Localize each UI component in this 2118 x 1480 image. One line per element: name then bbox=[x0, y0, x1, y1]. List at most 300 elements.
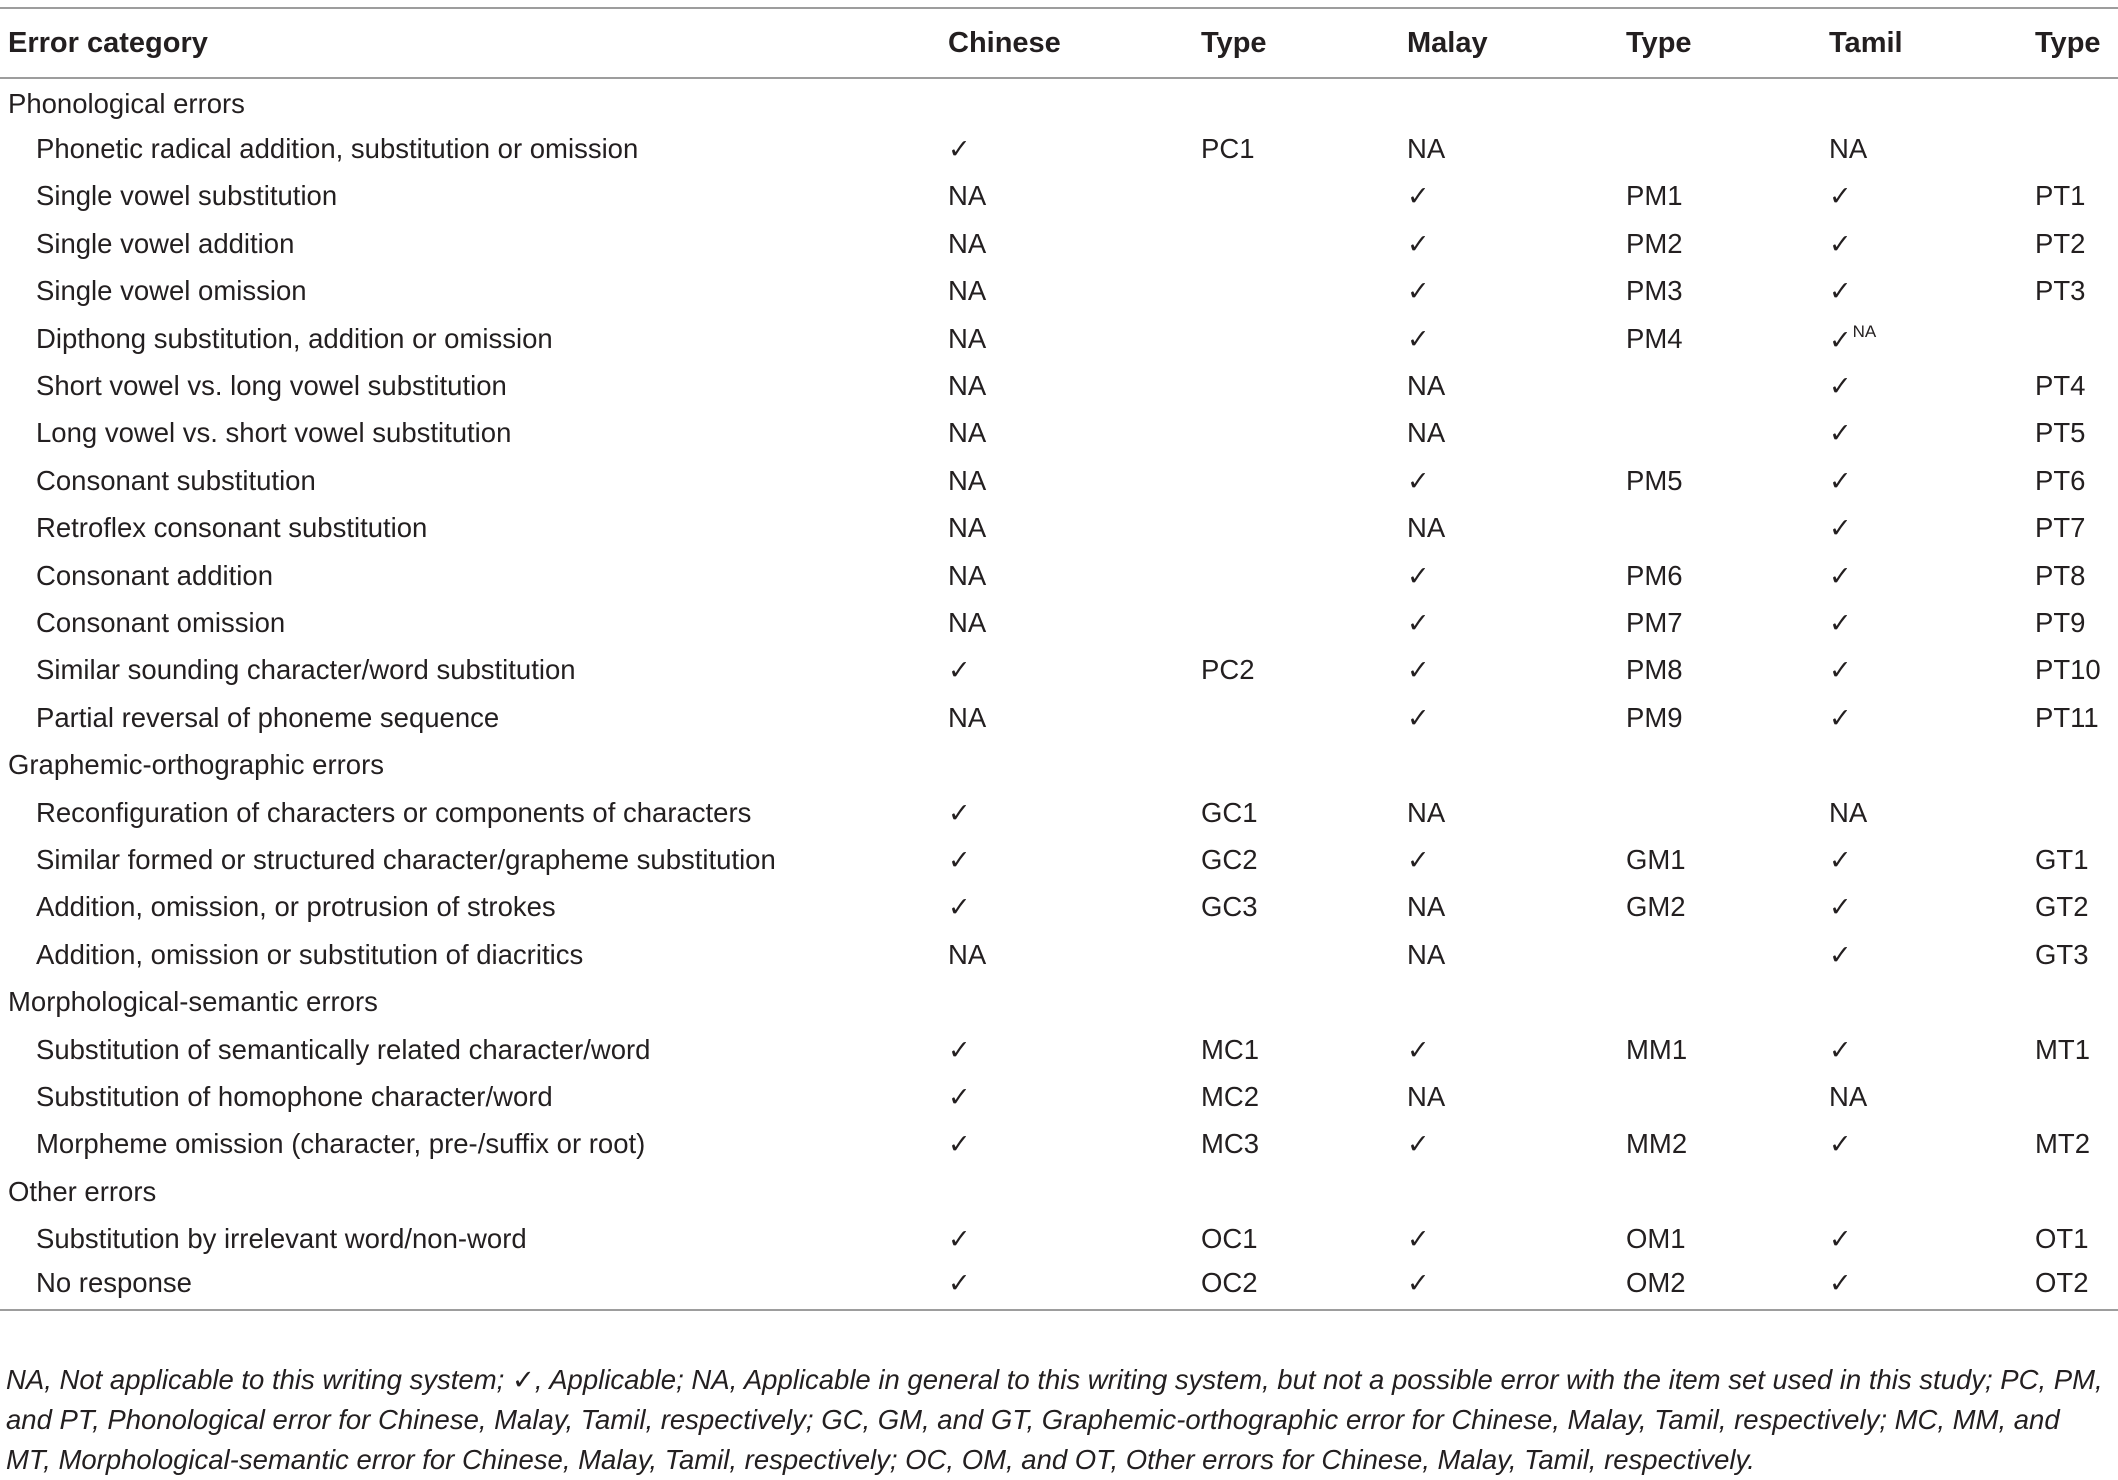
cell-text: GC3 bbox=[1201, 891, 1258, 923]
cell-text: NA bbox=[1407, 417, 1446, 449]
cell-type-malay bbox=[1618, 741, 1821, 788]
cell-text: ✓ bbox=[1829, 702, 1852, 734]
cell-text: Other errors bbox=[8, 1175, 157, 1207]
cell-text: NA bbox=[1407, 370, 1446, 402]
cell-text: ✓ bbox=[1829, 844, 1852, 876]
cell-text: MC1 bbox=[1201, 1033, 1260, 1065]
table-row bbox=[0, 599, 2118, 646]
cell-text: ✓ bbox=[948, 797, 971, 829]
cell-chinese bbox=[940, 1263, 1193, 1310]
error-category-table bbox=[0, 7, 2118, 1311]
cell-text: MM1 bbox=[1626, 1033, 1688, 1065]
cell-type-malay bbox=[1618, 789, 1821, 836]
cell-text: ✓ bbox=[1407, 1034, 1430, 1066]
cell-malay bbox=[1399, 505, 1618, 552]
cell-cat bbox=[0, 1215, 940, 1262]
table-row bbox=[0, 1215, 2118, 1262]
table-row bbox=[0, 362, 2118, 409]
cell-text: Similar sounding character/word substitution bbox=[36, 654, 576, 686]
cell-text: ✓ bbox=[1407, 465, 1430, 497]
cell-text: ✓ bbox=[948, 655, 971, 687]
cell-chinese bbox=[940, 931, 1193, 978]
cell-text: PT2 bbox=[2035, 227, 2086, 259]
cell-text: PT8 bbox=[2035, 559, 2086, 591]
cell-type-chinese bbox=[1193, 268, 1399, 315]
cell-tamil bbox=[1821, 1073, 2035, 1120]
header-type-chinese: Type bbox=[1193, 8, 1399, 78]
cell-tamil bbox=[1821, 220, 2035, 267]
cell-type-malay bbox=[1618, 694, 1821, 741]
section-row bbox=[0, 978, 2118, 1025]
cell-type-chinese bbox=[1193, 789, 1399, 836]
table-row bbox=[0, 836, 2118, 883]
cell-malay bbox=[1399, 78, 1618, 125]
cell-type-chinese bbox=[1193, 1168, 1399, 1215]
section-row bbox=[0, 741, 2118, 788]
cell-type-malay bbox=[1618, 931, 1821, 978]
cell-tamil bbox=[1821, 362, 2035, 409]
section-title bbox=[0, 741, 940, 788]
cell-text: ✓ bbox=[1407, 1129, 1430, 1161]
table-row bbox=[0, 647, 2118, 694]
cell-type-chinese bbox=[1193, 410, 1399, 457]
cell-type-chinese bbox=[1193, 315, 1399, 362]
cell-tamil bbox=[1821, 741, 2035, 788]
section-title bbox=[0, 1168, 940, 1215]
cell-chinese bbox=[940, 410, 1193, 457]
cell-cat bbox=[0, 1026, 940, 1073]
cell-text: NA bbox=[1407, 1080, 1446, 1112]
cell-text: ✓ bbox=[1829, 276, 1852, 308]
cell-text: PM9 bbox=[1626, 701, 1683, 733]
cell-tamil bbox=[1821, 125, 2035, 172]
cell-type-tamil bbox=[2035, 694, 2118, 741]
cell-type-tamil bbox=[2035, 362, 2118, 409]
cell-tamil bbox=[1821, 931, 2035, 978]
cell-text: PT6 bbox=[2035, 464, 2086, 496]
table-header bbox=[0, 8, 2118, 78]
cell-text: ✓ bbox=[1829, 1267, 1852, 1299]
cell-text: ✓ bbox=[1407, 702, 1430, 734]
cell-chinese bbox=[940, 505, 1193, 552]
cell-text: PT4 bbox=[2035, 370, 2086, 402]
cell-type-tamil bbox=[2035, 1215, 2118, 1262]
cell-text: ✓ bbox=[948, 1081, 971, 1113]
table-row bbox=[0, 552, 2118, 599]
cell-text: ✓ bbox=[1407, 276, 1430, 308]
cell-cat bbox=[0, 884, 940, 931]
cell-text: NA bbox=[948, 464, 987, 496]
cell-chinese bbox=[940, 647, 1193, 694]
cell-text: NA bbox=[948, 938, 987, 970]
cell-type-malay bbox=[1618, 1263, 1821, 1310]
cell-text: OC1 bbox=[1201, 1223, 1258, 1255]
cell-tamil bbox=[1821, 457, 2035, 504]
cell-text: Consonant omission bbox=[36, 606, 286, 638]
cell-type-tamil bbox=[2035, 78, 2118, 125]
cell-malay bbox=[1399, 552, 1618, 599]
cell-type-malay bbox=[1618, 78, 1821, 125]
cell-malay bbox=[1399, 362, 1618, 409]
cell-chinese bbox=[940, 1215, 1193, 1262]
cell-text: GC2 bbox=[1201, 843, 1258, 875]
cell-chinese bbox=[940, 978, 1193, 1025]
cell-type-chinese bbox=[1193, 1121, 1399, 1168]
cell-type-tamil bbox=[2035, 220, 2118, 267]
cell-text: ✓ bbox=[1829, 228, 1852, 260]
cell-type-chinese bbox=[1193, 884, 1399, 931]
cell-type-chinese bbox=[1193, 978, 1399, 1025]
cell-text: Graphemic-orthographic errors bbox=[8, 749, 384, 781]
cell-text: ✓ bbox=[1829, 560, 1852, 592]
cell-malay bbox=[1399, 1263, 1618, 1310]
cell-cat bbox=[0, 694, 940, 741]
table-row bbox=[0, 1263, 2118, 1310]
cell-text: NA bbox=[1407, 796, 1446, 828]
cell-type-malay bbox=[1618, 173, 1821, 220]
cell-type-malay bbox=[1618, 315, 1821, 362]
cell-tamil bbox=[1821, 884, 2035, 931]
cell-cat bbox=[0, 505, 940, 552]
cell-text: Single vowel omission bbox=[36, 275, 307, 307]
cell-text: ✓ bbox=[1829, 1129, 1852, 1161]
cell-cat bbox=[0, 125, 940, 172]
cell-type-chinese bbox=[1193, 457, 1399, 504]
cell-text: GM1 bbox=[1626, 843, 1686, 875]
cell-malay bbox=[1399, 268, 1618, 315]
cell-type-malay bbox=[1618, 1073, 1821, 1120]
cell-text: PT10 bbox=[2035, 654, 2101, 686]
cell-malay bbox=[1399, 884, 1618, 931]
cell-type-malay bbox=[1618, 647, 1821, 694]
cell-type-tamil bbox=[2035, 173, 2118, 220]
cell-text: PM2 bbox=[1626, 227, 1683, 259]
cell-tamil bbox=[1821, 1121, 2035, 1168]
cell-type-malay bbox=[1618, 884, 1821, 931]
cell-text: PM6 bbox=[1626, 559, 1683, 591]
cell-text: GT3 bbox=[2035, 938, 2089, 970]
cell-text: NA bbox=[1407, 133, 1446, 165]
cell-text: ✓ bbox=[1829, 465, 1852, 497]
cell-text: ✓ bbox=[1407, 607, 1430, 639]
cell-text: Morphological-semantic errors bbox=[8, 986, 378, 1018]
cell-chinese bbox=[940, 268, 1193, 315]
cell-text: Consonant substitution bbox=[36, 464, 316, 496]
cell-tamil bbox=[1821, 1168, 2035, 1215]
cell-cat bbox=[0, 362, 940, 409]
cell-type-tamil bbox=[2035, 741, 2118, 788]
cell-chinese bbox=[940, 220, 1193, 267]
cell-type-malay bbox=[1618, 457, 1821, 504]
cell-text: Substitution of homophone character/word bbox=[36, 1080, 553, 1112]
cell-malay bbox=[1399, 647, 1618, 694]
cell-chinese bbox=[940, 741, 1193, 788]
cell-text: Long vowel vs. short vowel substitution bbox=[36, 417, 512, 449]
header-row bbox=[0, 8, 2118, 78]
cell-text: NA bbox=[1829, 1080, 1868, 1112]
cell-tamil bbox=[1821, 78, 2035, 125]
cell-malay bbox=[1399, 125, 1618, 172]
cell-type-chinese bbox=[1193, 220, 1399, 267]
cell-text: PM8 bbox=[1626, 654, 1683, 686]
cell-text: NA bbox=[948, 701, 987, 733]
cell-type-malay bbox=[1618, 362, 1821, 409]
cell-text: Substitution by irrelevant word/non-word bbox=[36, 1223, 527, 1255]
cell-text: PC2 bbox=[1201, 654, 1255, 686]
cell-text: MM2 bbox=[1626, 1128, 1688, 1160]
cell-malay bbox=[1399, 978, 1618, 1025]
cell-chinese bbox=[940, 1073, 1193, 1120]
cell-type-chinese bbox=[1193, 1026, 1399, 1073]
cell-type-chinese bbox=[1193, 599, 1399, 646]
cell-tamil bbox=[1821, 647, 2035, 694]
cell-type-tamil bbox=[2035, 836, 2118, 883]
cell-text: ✓ bbox=[948, 1224, 971, 1256]
cell-type-chinese bbox=[1193, 836, 1399, 883]
cell-type-malay bbox=[1618, 220, 1821, 267]
cell-type-malay bbox=[1618, 599, 1821, 646]
cell-type-malay bbox=[1618, 552, 1821, 599]
cell-text: NA bbox=[1407, 512, 1446, 544]
cell-type-chinese bbox=[1193, 1263, 1399, 1310]
table-row bbox=[0, 220, 2118, 267]
cell-text: PT7 bbox=[2035, 512, 2086, 544]
cell-malay bbox=[1399, 173, 1618, 220]
cell-text: PM4 bbox=[1626, 322, 1683, 354]
cell-chinese bbox=[940, 789, 1193, 836]
cell-type-tamil bbox=[2035, 1263, 2118, 1310]
cell-text: GT1 bbox=[2035, 843, 2089, 875]
header-tamil: Tamil bbox=[1821, 8, 2035, 78]
cell-type-chinese bbox=[1193, 741, 1399, 788]
cell-text: Similar formed or structured character/grapheme substitution bbox=[36, 843, 776, 875]
cell-type-tamil bbox=[2035, 1121, 2118, 1168]
cell-type-chinese bbox=[1193, 552, 1399, 599]
cell-text: Short vowel vs. long vowel substitution bbox=[36, 370, 507, 402]
cell-type-tamil bbox=[2035, 315, 2118, 362]
cell-text: ✓ bbox=[948, 892, 971, 924]
cell-text: ✓ bbox=[948, 1129, 971, 1161]
cell-text: OT2 bbox=[2035, 1266, 2089, 1298]
cell-cat bbox=[0, 220, 940, 267]
cell-text: ✓ bbox=[1829, 418, 1852, 450]
cell-chinese bbox=[940, 884, 1193, 931]
cell-text: ✓ bbox=[1407, 181, 1430, 213]
cell-text: NA bbox=[948, 559, 987, 591]
cell-type-chinese bbox=[1193, 362, 1399, 409]
cell-text: MC2 bbox=[1201, 1080, 1260, 1112]
cell-type-malay bbox=[1618, 410, 1821, 457]
table-row bbox=[0, 457, 2118, 504]
cell-text: NA bbox=[948, 227, 987, 259]
table-row bbox=[0, 410, 2118, 457]
cell-text: Addition, omission or substitution of diacritics bbox=[36, 938, 584, 970]
cell-cat bbox=[0, 457, 940, 504]
cell-tamil bbox=[1821, 789, 2035, 836]
cell-text: PM1 bbox=[1626, 180, 1683, 212]
cell-text: PM3 bbox=[1626, 275, 1683, 307]
cell-malay bbox=[1399, 220, 1618, 267]
cell-text: PT1 bbox=[2035, 180, 2086, 212]
cell-malay bbox=[1399, 457, 1618, 504]
cell-text: OT1 bbox=[2035, 1223, 2089, 1255]
cell-text: PT9 bbox=[2035, 606, 2086, 638]
cell-tamil bbox=[1821, 836, 2035, 883]
cell-cat bbox=[0, 1121, 940, 1168]
cell-malay bbox=[1399, 1073, 1618, 1120]
cell-type-tamil bbox=[2035, 931, 2118, 978]
table-footnote: NA, Not applicable to this writing system; ✓, Applicable; NA, Applicable in general to this writing system, but not a possible error with the item set used in this study; PC, PM, and PT, Phonological error for Chinese, Malay, Tamil, respectively; GC, GM, and GT, Graphemic-orthographic error for Chinese, Malay, Tamil, respectively; MC, MM, and MT, Morphological-semantic error for Chinese, Malay, Tamil, respectively; OC, OM, and OT, Other errors for Chinese, Malay, Tamil, respectively. bbox=[6, 1364, 2103, 1475]
section-row bbox=[0, 1168, 2118, 1215]
cell-chinese bbox=[940, 1168, 1193, 1215]
cell-malay bbox=[1399, 410, 1618, 457]
cell-type-tamil bbox=[2035, 1026, 2118, 1073]
cell-malay bbox=[1399, 599, 1618, 646]
cell-text: ✓ bbox=[1829, 371, 1852, 403]
superscript-note: NA bbox=[1852, 321, 1877, 341]
cell-type-tamil bbox=[2035, 884, 2118, 931]
cell-tamil bbox=[1821, 505, 2035, 552]
cell-text: ✓ bbox=[1407, 844, 1430, 876]
header-malay: Malay bbox=[1399, 8, 1618, 78]
section-title bbox=[0, 978, 940, 1025]
table-body bbox=[0, 78, 2118, 1310]
table-row bbox=[0, 505, 2118, 552]
cell-text: MT1 bbox=[2035, 1033, 2090, 1065]
cell-text: NA bbox=[948, 180, 987, 212]
cell-chinese bbox=[940, 599, 1193, 646]
cell-chinese bbox=[940, 125, 1193, 172]
cell-cat bbox=[0, 315, 940, 362]
cell-text: PT11 bbox=[2035, 701, 2099, 733]
cell-chinese bbox=[940, 1121, 1193, 1168]
cell-type-malay bbox=[1618, 268, 1821, 315]
cell-cat bbox=[0, 931, 940, 978]
cell-cat bbox=[0, 789, 940, 836]
cell-text: NA bbox=[1407, 938, 1446, 970]
header-type-tamil: Type bbox=[2035, 8, 2118, 78]
cell-type-tamil bbox=[2035, 1168, 2118, 1215]
cell-tamil bbox=[1821, 552, 2035, 599]
cell-text: Partial reversal of phoneme sequence bbox=[36, 701, 500, 733]
cell-type-malay bbox=[1618, 125, 1821, 172]
table-row bbox=[0, 1121, 2118, 1168]
table-row bbox=[0, 1026, 2118, 1073]
cell-text: NA bbox=[1407, 891, 1446, 923]
cell-type-tamil bbox=[2035, 789, 2118, 836]
cell-text: ✓ bbox=[1829, 513, 1852, 545]
cell-chinese bbox=[940, 315, 1193, 362]
cell-malay bbox=[1399, 694, 1618, 741]
table-row bbox=[0, 884, 2118, 931]
cell-malay bbox=[1399, 315, 1618, 362]
cell-text: ✓ bbox=[1407, 655, 1430, 687]
cell-type-tamil bbox=[2035, 978, 2118, 1025]
cell-malay bbox=[1399, 1121, 1618, 1168]
cell-cat bbox=[0, 173, 940, 220]
cell-text: OM2 bbox=[1626, 1266, 1686, 1298]
cell-text: NA bbox=[948, 606, 987, 638]
cell-text: ✓ bbox=[1829, 1224, 1852, 1256]
cell-text: PT3 bbox=[2035, 275, 2086, 307]
cell-text: GM2 bbox=[1626, 891, 1686, 923]
table-row bbox=[0, 268, 2118, 315]
cell-text: NA bbox=[948, 322, 987, 354]
cell-text: ✓ bbox=[1829, 607, 1852, 639]
cell-chinese bbox=[940, 78, 1193, 125]
cell-type-chinese bbox=[1193, 505, 1399, 552]
cell-text: ✓ bbox=[1829, 324, 1852, 356]
cell-malay bbox=[1399, 1026, 1618, 1073]
cell-type-tamil bbox=[2035, 505, 2118, 552]
cell-text: Dipthong substitution, addition or omission bbox=[36, 322, 553, 354]
cell-type-malay bbox=[1618, 978, 1821, 1025]
table-row bbox=[0, 315, 2118, 362]
cell-text: PC1 bbox=[1201, 133, 1255, 165]
cell-chinese bbox=[940, 694, 1193, 741]
cell-type-tamil bbox=[2035, 410, 2118, 457]
cell-chinese bbox=[940, 552, 1193, 599]
cell-text: NA bbox=[948, 275, 987, 307]
cell-text: Substitution of semantically related character/word bbox=[36, 1033, 651, 1065]
cell-text: ✓ bbox=[1829, 655, 1852, 687]
cell-text: MC3 bbox=[1201, 1128, 1260, 1160]
cell-text: No response bbox=[36, 1266, 192, 1298]
cell-malay bbox=[1399, 789, 1618, 836]
cell-text: NA bbox=[948, 417, 987, 449]
cell-malay bbox=[1399, 1168, 1618, 1215]
cell-type-chinese bbox=[1193, 1215, 1399, 1262]
table-row bbox=[0, 694, 2118, 741]
cell-text: Phonetic radical addition, substitution or omission bbox=[36, 133, 639, 165]
cell-tamil bbox=[1821, 315, 2035, 362]
header-type-malay: Type bbox=[1618, 8, 1821, 78]
header-error-category: Error category bbox=[0, 8, 940, 78]
cell-cat bbox=[0, 647, 940, 694]
cell-text: OM1 bbox=[1626, 1223, 1686, 1255]
cell-type-tamil bbox=[2035, 268, 2118, 315]
table-row bbox=[0, 789, 2118, 836]
cell-chinese bbox=[940, 362, 1193, 409]
cell-chinese bbox=[940, 836, 1193, 883]
cell-type-tamil bbox=[2035, 599, 2118, 646]
cell-cat bbox=[0, 836, 940, 883]
cell-malay bbox=[1399, 1215, 1618, 1262]
cell-tamil bbox=[1821, 1263, 2035, 1310]
cell-cat bbox=[0, 599, 940, 646]
cell-type-malay bbox=[1618, 505, 1821, 552]
cell-text: Addition, omission, or protrusion of strokes bbox=[36, 891, 556, 923]
cell-text: PM7 bbox=[1626, 606, 1683, 638]
cell-chinese bbox=[940, 457, 1193, 504]
cell-type-chinese bbox=[1193, 647, 1399, 694]
cell-text: OC2 bbox=[1201, 1266, 1258, 1298]
section-title bbox=[0, 78, 940, 125]
cell-text: NA bbox=[1829, 133, 1868, 165]
cell-text: ✓ bbox=[1829, 181, 1852, 213]
cell-cat bbox=[0, 552, 940, 599]
cell-chinese bbox=[940, 1026, 1193, 1073]
cell-tamil bbox=[1821, 1026, 2035, 1073]
cell-malay bbox=[1399, 836, 1618, 883]
cell-type-malay bbox=[1618, 1121, 1821, 1168]
cell-text: PM5 bbox=[1626, 464, 1683, 496]
cell-type-malay bbox=[1618, 1168, 1821, 1215]
cell-type-tamil bbox=[2035, 125, 2118, 172]
cell-malay bbox=[1399, 931, 1618, 978]
cell-text: ✓ bbox=[1829, 1034, 1852, 1066]
cell-tamil bbox=[1821, 599, 2035, 646]
